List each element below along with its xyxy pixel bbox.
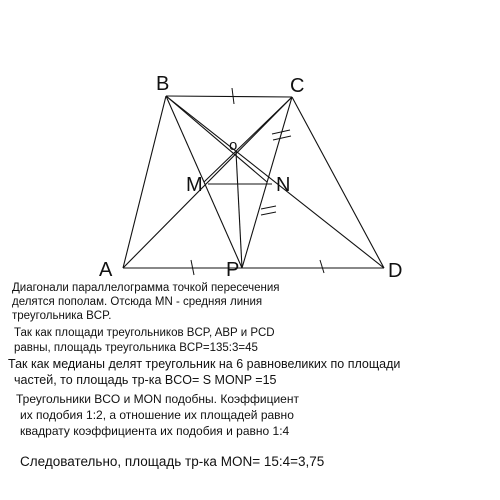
text-line: частей, то площадь тр-ка BCO= S MONP =15 — [14, 373, 277, 387]
segment-cd — [292, 97, 384, 268]
tick-mark — [320, 260, 324, 273]
vertex-label-c: C — [290, 75, 305, 97]
segment-ab — [123, 96, 166, 268]
text-line: Диагонали параллелограмма точкой пересечения — [12, 282, 280, 294]
text-line: треугольника BCP. — [12, 310, 112, 322]
vertex-label-d: D — [388, 260, 403, 282]
vertex-label-b: B — [156, 73, 170, 95]
text-line: их подобия 1:2, а отношение их площадей равно — [20, 408, 294, 422]
text-line: Треугольники BCO и MON подобны. Коэффициент — [16, 392, 299, 406]
segment-bn — [166, 96, 267, 182]
tick-mark — [261, 212, 276, 215]
tick-mark — [273, 136, 291, 140]
vertex-label-o: o — [229, 137, 238, 154]
vertex-label-a: A — [99, 259, 113, 281]
vertex-label-p: P — [226, 259, 240, 281]
segment-bc — [166, 96, 292, 97]
vertex-label-n: N — [276, 174, 291, 196]
vertex-label-m: M — [186, 174, 203, 196]
text-line: Так как медианы делят треугольник на 6 равновеликих по площади — [8, 357, 401, 371]
segment-op — [236, 152, 242, 268]
text-line: квадрату коэффициента их подобия и равно 1:4 — [20, 424, 290, 438]
text-line: равны, площадь треугольника BCP=135:3=45 — [14, 342, 258, 354]
text-line: Так как площади треугольников BCP, ABP и PCD — [14, 327, 275, 339]
tick-mark — [261, 206, 276, 209]
text-line: делятся пополам. Отсюда MN - средняя линия — [12, 296, 263, 308]
text-line: Следовательно, площадь тр-ка MON= 15:4=3,75 — [20, 454, 325, 469]
